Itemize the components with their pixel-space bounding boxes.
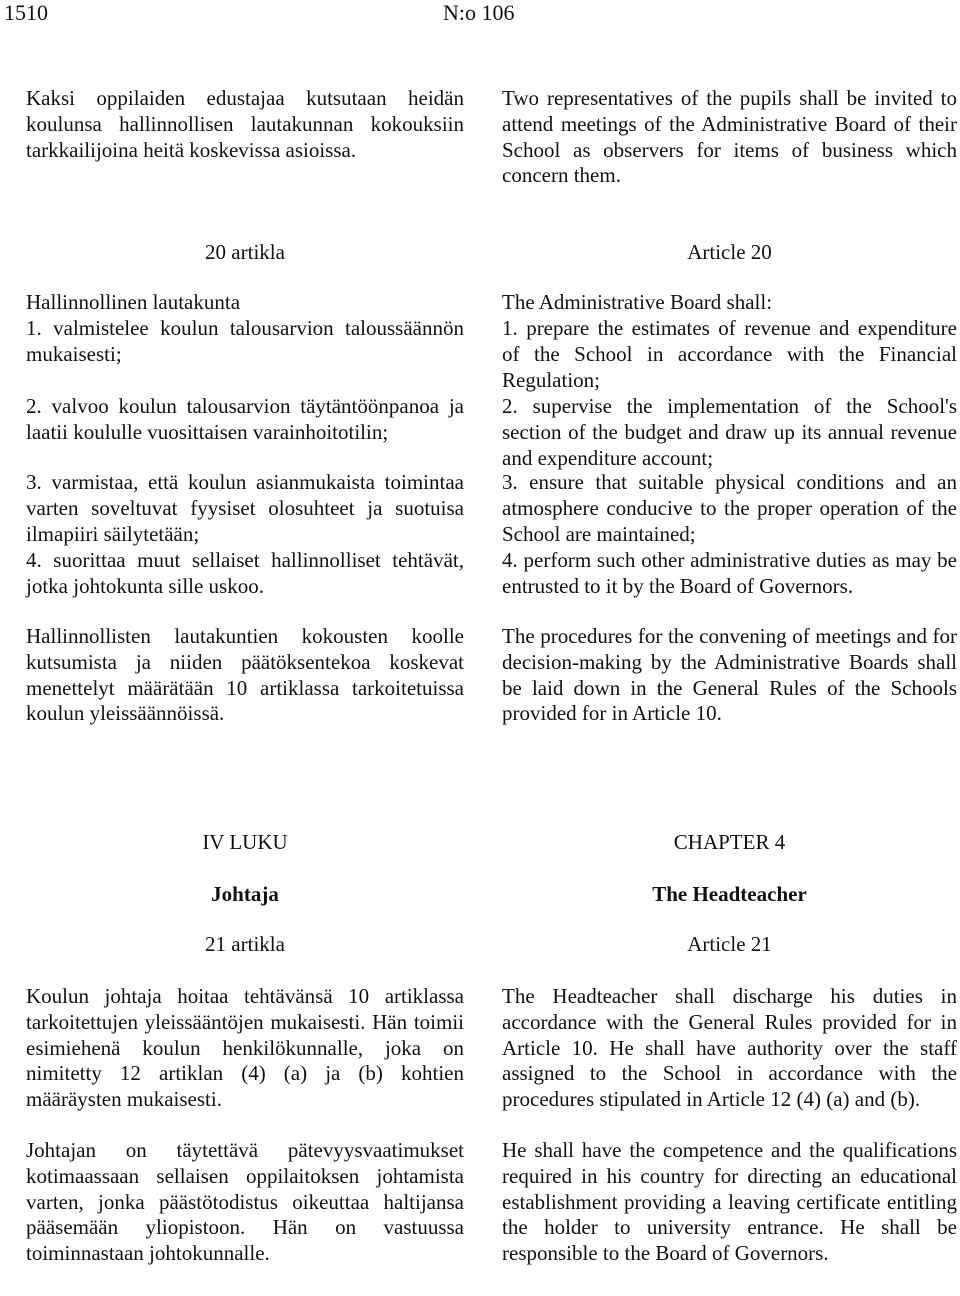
fi-article-20-item-2: 2. valvoo koulun talousarvion täytäntöönpanoa ja laatii koululle vuosittaisen varainhoitotilin; xyxy=(26,394,464,444)
fi-article-20-lead: Hallinnollinen lautakunta xyxy=(26,290,241,314)
fi-article-21-paragraph-2: Johtajan on täytettävä pätevyysvaatimukset kotimaassaan sellaisen oppilaitoksen johtamista varten, jonka päästötodistus oikeuttaa haltijansa pääsemään yliopistoon. Hän on vastuussa toiminnastaan johtokunnalle. xyxy=(26,1138,464,1266)
page-number: 1510 xyxy=(4,0,48,25)
en-article-21-heading: Article 21 xyxy=(687,932,772,956)
fi-article-20-item-4: 4. suorittaa muut sellaiset hallinnolliset tehtävät, jotka johtokunta sille uskoo. xyxy=(26,548,464,598)
fi-article-20-item-3: 3. varmistaa, että koulun asianmukaista toimintaa varten soveltuvat fyysiset olosuhteet ja suotuisa ilmapiiri säilytetään; xyxy=(26,470,464,546)
fi-article-21-paragraph-1: Koulun johtaja hoitaa tehtävänsä 10 artiklassa tarkoitettujen yleissääntöjen mukaisesti. Hän toimii esimiehenä koulun henkilökunnalle, joka on nimitetty 12 artiklan (4) (a) ja (b) kohtien määräysten mukaisesti. xyxy=(26,984,464,1112)
english-column xyxy=(502,0,957,1296)
en-intro-paragraph: Two representatives of the pupils shall be invited to attend meetings of the Administrative Board of their School as observers for items of business which concern them. xyxy=(502,86,957,188)
en-article-21-paragraph-1: The Headteacher shall discharge his duties in accordance with the General Rules provided for in Article 10. He shall have authority over the staff assigned to the School in accordance with the procedures stipulated in Article 12 (4) (a) and (b). xyxy=(502,984,957,1112)
journal-number: N:o 106 xyxy=(443,0,515,25)
fi-article-20-heading: 20 artikla xyxy=(205,240,285,264)
fi-chapter-title: Johtaja xyxy=(211,882,279,906)
fi-intro-paragraph: Kaksi oppilaiden edustajaa kutsutaan heidän koulunsa hallinnollisen lautakunnan kokouksiin tarkkailijoina heitä koskevissa asioissa. xyxy=(26,86,464,162)
en-article-20-item-1: 1. prepare the estimates of revenue and expenditure of the School in accordance with the Financial Regulation; xyxy=(502,316,957,392)
en-chapter-title: The Headteacher xyxy=(652,882,807,906)
fi-article-20-item-1: 1. valmistelee koulun talousarvion taloussäännön mukaisesti; xyxy=(26,316,464,366)
en-article-20-item-2: 2. supervise the implementation of the School's section of the budget and draw up its annual revenue and expenditure account; xyxy=(502,394,957,470)
en-article-21-paragraph-2: He shall have the competence and the qualifications required in his country for directing an educational establishment providing a leaving certificate entitling the holder to university entrance. He shall be responsible to the Board of Governors. xyxy=(502,1138,957,1266)
fi-article-21-heading: 21 artikla xyxy=(205,932,285,956)
en-article-20-procedures: The procedures for the convening of meetings and for decision-making by the Administrative Boards shall be laid down in the General Rules of the Schools provided for in Article 10. xyxy=(502,624,957,726)
en-article-20-heading: Article 20 xyxy=(687,240,772,264)
en-article-20-lead: The Administrative Board shall: xyxy=(502,290,773,314)
fi-article-20-procedures: Hallinnollisten lautakuntien kokousten koolle kutsumista ja niiden päätöksentekoa koskevat menettelyt määrätään 10 artiklassa tarkoitetuissa koulun yleissäännöissä. xyxy=(26,624,464,726)
en-article-20-item-4: 4. perform such other administrative duties as may be entrusted to it by the Board of Governors. xyxy=(502,548,957,598)
fi-chapter-heading: IV LUKU xyxy=(202,830,288,854)
en-article-20-item-3: 3. ensure that suitable physical conditions and an atmosphere conducive to the proper operation of the School are maintained; xyxy=(502,470,957,546)
en-chapter-heading: CHAPTER 4 xyxy=(673,830,786,854)
finnish-column xyxy=(26,0,464,1296)
